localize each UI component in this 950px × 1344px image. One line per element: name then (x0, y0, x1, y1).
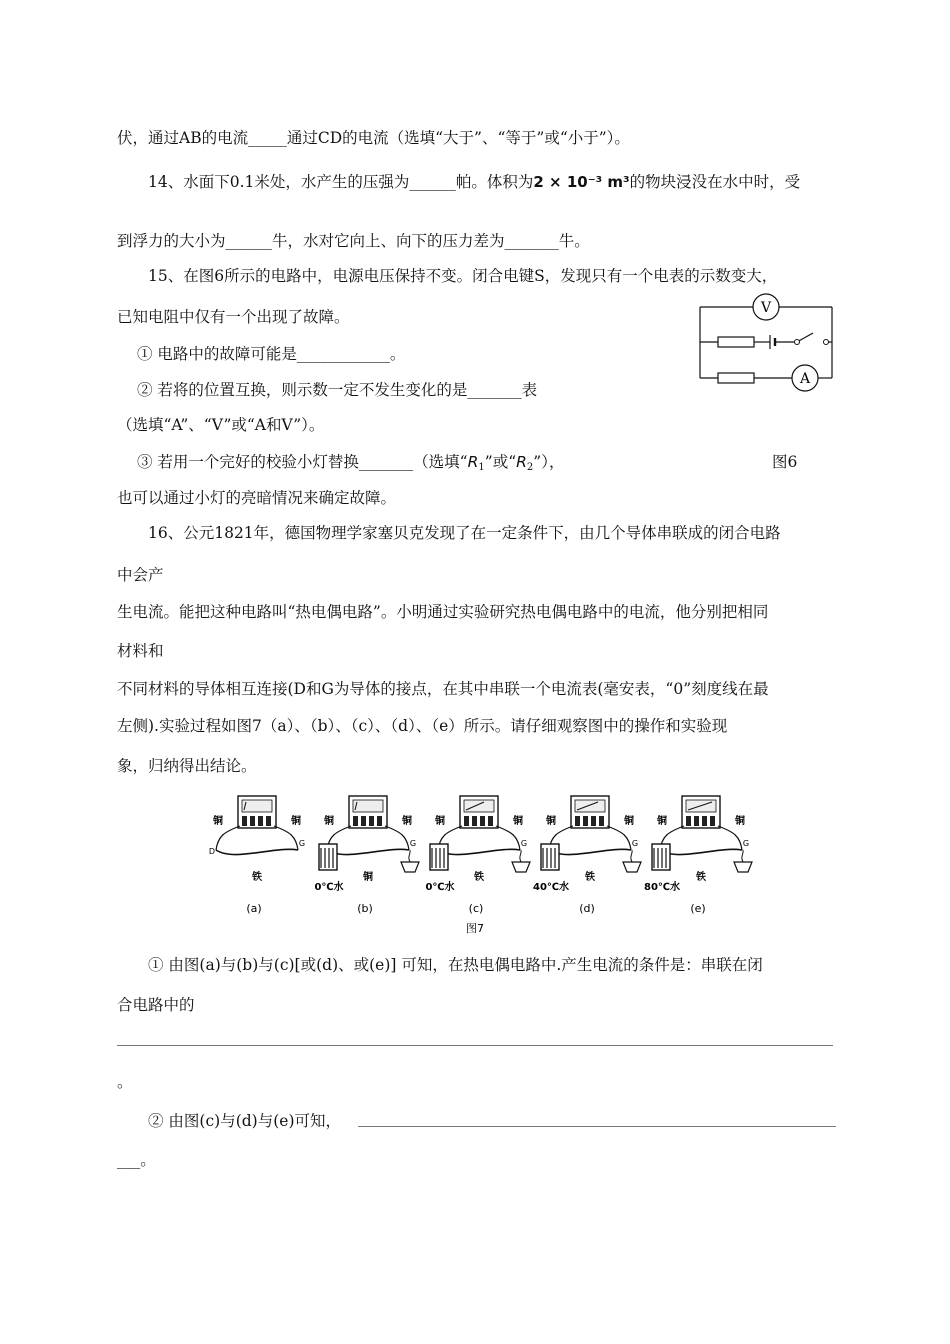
beaker-water (541, 844, 559, 870)
metal-label-right: 铜 (513, 816, 523, 827)
panel-label: (d) (579, 902, 595, 915)
bottom-wire (660, 849, 742, 854)
panel-label: (b) (357, 902, 373, 915)
meter-terminal (599, 816, 604, 826)
metal-label-bottom: 铁 (252, 872, 262, 883)
water-temperature-label: 0℃水 (425, 882, 455, 893)
meter-terminal (710, 816, 715, 826)
copper-wire-right (718, 826, 742, 850)
junction-g-label: G (409, 839, 417, 848)
r2-symbol: R (516, 453, 527, 471)
figure-7-drawing (200, 788, 755, 938)
bottom-wire (438, 849, 520, 854)
line-q15-cont: 已知电阻中仅有一个出现了故障。 (117, 308, 350, 326)
meter-terminal (488, 816, 493, 826)
meter-terminal (250, 816, 255, 826)
meter-dial (353, 800, 383, 812)
meter-terminal (480, 816, 485, 826)
panel-label: (a) (246, 902, 262, 915)
metal-label-left: 铜 (435, 816, 445, 827)
resistor-r1 (718, 337, 754, 347)
ammeter-label: A (799, 371, 811, 387)
figure-6-circuit (696, 292, 836, 392)
flame (742, 850, 743, 862)
beaker-water (319, 844, 337, 870)
burner-dish (401, 862, 419, 872)
meter-terminal (702, 816, 707, 826)
line-q16-answer2-end: ___。 (117, 1151, 156, 1169)
line-q16-e: 不同材料的导体相互连接(D和G为导体的接点，在其中串联一个电流表(毫安表，“0”刻度线在最 (117, 680, 769, 698)
answer1-blank-line[interactable] (117, 1045, 833, 1046)
r1-symbol: R (467, 453, 479, 471)
meter-terminal (583, 816, 588, 826)
meter-terminal (258, 816, 263, 826)
line-q15-part1: ① 电路中的故障可能是____________。 (137, 345, 406, 363)
metal-label-left: 铜 (213, 816, 223, 827)
meter-terminal (369, 816, 374, 826)
line-q15-part2: ② 若将的位置互换，则示数一定不发生变化的是_______表 (137, 381, 538, 399)
copper-wire-right (607, 826, 631, 850)
line-q15: 15、在图6所示的电路中，电源电压保持不变。闭合电键S，发现只有一个电表的示数变大， (148, 267, 778, 285)
line-q16-answer1-end: 。 (117, 1073, 133, 1091)
metal-label-bottom: 铁 (696, 872, 706, 883)
line-q16-g: 象，归纳得出结论。 (117, 757, 257, 775)
beaker-water (430, 844, 448, 870)
flame (631, 850, 632, 862)
meter-terminal (242, 816, 247, 826)
copper-wire-right (496, 826, 520, 850)
metal-label-right: 铜 (291, 816, 301, 827)
beaker-water (652, 844, 670, 870)
copper-wire-right (274, 826, 298, 850)
meter-terminal (472, 816, 477, 826)
meter-terminal (361, 816, 366, 826)
metal-label-left: 铜 (546, 816, 556, 827)
r1-subscript: 1 (478, 462, 485, 473)
junction-g-label: G (631, 839, 639, 848)
panel-label: (e) (690, 902, 706, 915)
q15-p3-text-b: ”或“ (484, 453, 517, 471)
meter-terminal (353, 816, 358, 826)
burner-dish (623, 862, 641, 872)
metal-label-left: 铜 (657, 816, 667, 827)
meter-terminal (377, 816, 382, 826)
burner-dish (734, 862, 752, 872)
panel-label: (c) (468, 902, 484, 915)
metal-label-right: 铜 (624, 816, 634, 827)
line-q15-part3 (137, 452, 564, 478)
figure-7-caption: 图7 (466, 922, 484, 935)
q15-p3-text-a: ③ 若用一个完好的校验小灯替换_______（选填“ (137, 453, 468, 471)
copper-wire-left (216, 826, 240, 850)
line-q16-answer1-cont: 合电路中的 (117, 996, 195, 1014)
line-q13-end: 伏，通过AB的电流_____通过CD的电流（选填“大于”、“等于”或“小于”）。 (117, 129, 630, 147)
bottom-wire (216, 849, 298, 854)
flame (520, 850, 521, 862)
line-q15-part3-cont: 也可以通过小灯的亮暗情况来确定故障。 (117, 489, 397, 507)
line-q16-f: 左侧).实验过程如图7（a）、（b）、（c）、（d）、（e）所示。请仔细观察图中的操作和实验现 (117, 717, 728, 735)
junction-g-label: G (298, 839, 306, 848)
copper-wire-right (385, 826, 409, 850)
junction-g-label: G (520, 839, 528, 848)
bottom-wire (549, 849, 631, 854)
line-q16-d: 材料和 (117, 642, 164, 660)
meter-dial (242, 800, 272, 812)
meter-terminal (686, 816, 691, 826)
meter-terminal (575, 816, 580, 826)
water-temperature-label: 40℃水 (532, 882, 570, 893)
q15-p3-text-c: ”）， (533, 453, 565, 471)
meter-terminal (694, 816, 699, 826)
flame (409, 850, 410, 862)
meter-terminal (591, 816, 596, 826)
meter-dial (575, 800, 605, 812)
line-q15-part2-cont: （选填“A”、“V”或“A和V”）。 (117, 416, 325, 434)
meter-dial (464, 800, 494, 812)
metal-label-bottom: 铜 (363, 872, 373, 883)
junction-g-label: G (742, 839, 750, 848)
answer2-blank-line[interactable] (358, 1126, 836, 1127)
figure-7 (200, 788, 755, 938)
metal-label-bottom: 铁 (474, 872, 484, 883)
q14-text-c: 的物块浸没在水中时，受 (629, 173, 801, 191)
metal-label-right: 铜 (735, 816, 745, 827)
figure-6-caption: 图6 (772, 453, 798, 471)
metal-label-bottom: 铁 (585, 872, 595, 883)
line-q14 (148, 172, 800, 192)
line-q16-b: 中会产 (117, 566, 164, 584)
resistor-r2 (718, 373, 754, 383)
q14-volume-formula: 2 × 10⁻³ m³ (533, 173, 630, 191)
line-q14-cont: 到浮力的大小为______牛，水对它向上、向下的压力差为_______牛。 (117, 232, 590, 250)
meter-terminal (266, 816, 271, 826)
water-temperature-label: 80℃水 (643, 882, 681, 893)
metal-label-right: 铜 (402, 816, 412, 827)
metal-label-left: 铜 (324, 816, 334, 827)
bottom-wire (327, 849, 409, 854)
line-q16-answer1: ① 由图(a)与(b)与(c)[或(d)、或(e)] 可知，在热电偶电路中.产生电流的条件是：串联在闭 (148, 956, 763, 974)
line-q16: 16、公元1821年，德国物理学家塞贝克发现了在一定条件下，由几个导体串联成的闭合电路 (148, 524, 781, 542)
water-temperature-label: 0℃水 (314, 882, 344, 893)
junction-d-label: D (208, 847, 216, 856)
line-q16-answer2: ② 由图(c)与(d)与(e)可知， (148, 1112, 341, 1130)
burner-dish (512, 862, 530, 872)
r2-subscript: 2 (526, 462, 534, 473)
voltmeter-label: V (760, 300, 772, 316)
line-q16-c: 生电流。能把这种电路叫“热电偶电路”。小明通过实验研究热电偶电路中的电流，他分别把相同 (117, 603, 769, 621)
q14-text-a: 14、水面下0.1米处，水产生的压强为______帕。体积为 (148, 173, 534, 191)
meter-terminal (464, 816, 469, 826)
